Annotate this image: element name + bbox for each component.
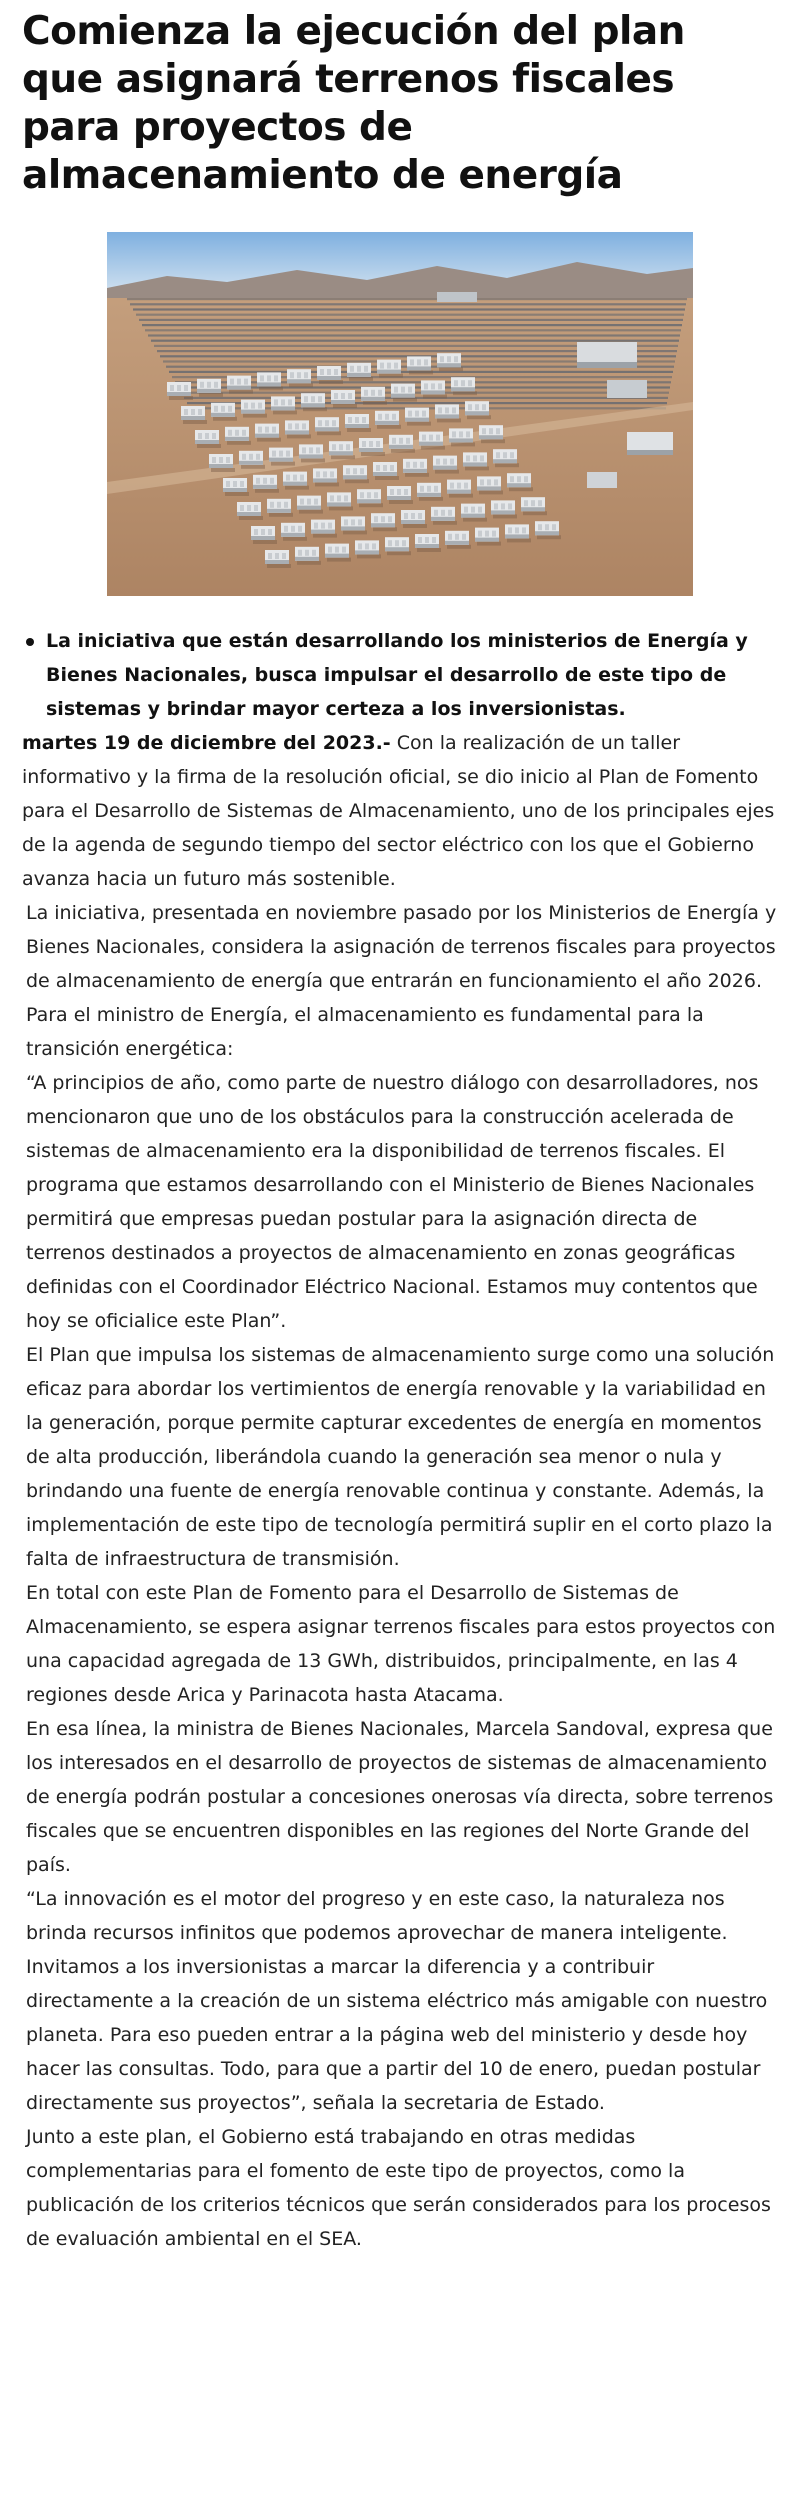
summary-bullets	[22, 624, 778, 726]
hero-image	[107, 232, 693, 596]
body-paragraph: La iniciativa, presentada en noviembre pasado por los Ministerios de Energía y Bienes Nacionales, considera la asignación de terrenos fiscales para proyectos de almacenamiento de energía que entrarán en funcionamiento el año 2026.	[26, 902, 777, 992]
body-paragraph: Junto a este plan, el Gobierno está trabajando en otras medidas complementarias para el fomento de este tipo de proyectos, como la publicación de los criterios técnicos que serán considerados para los procesos de evaluación ambiental en el SEA.	[26, 2126, 771, 2250]
summary-bullet: La iniciativa que están desarrollando los ministerios de Energía y Bienes Nacionales, busca impulsar el desarrollo de este tipo de sistemas y brindar mayor certeza a los inversionistas.	[46, 624, 778, 726]
lead-text: Con la realización de un taller informativo y la firma de la resolución oficial, se dio inicio al Plan de Fomento para el Desarrollo de Sistemas de Almacenamiento, uno de los principales ejes de la agenda de segundo tiempo del sector eléctrico con los que el Gobierno avanza hacia un futuro más sostenible.	[22, 732, 775, 890]
quote-paragraph: “A principios de año, como parte de nuestro diálogo con desarrolladores, nos mencionaron que uno de los obstáculos para la construcción acelerada de sistemas de almacenamiento era la disponibilidad de terrenos fiscales. El programa que estamos desarrollando con el Ministerio de Bienes Nacionales permitirá que empresas puedan postular para la asignación directa de terrenos destinados a proyectos de almacenamiento en zonas geográficas definidas con el Coordinador Eléctrico Nacional. Estamos muy contentos que hoy se oficialice este Plan”.	[26, 1072, 759, 1332]
body-paragraph: En esa línea, la ministra de Bienes Nacionales, Marcela Sandoval, expresa que los interesados en el desarrollo de proyectos de sistemas de almacenamiento de energía podrán postular a concesiones onerosas vía directa, sobre terrenos fiscales que se encuentren disponibles en las regiones del Norte Grande del país.	[26, 1718, 774, 1876]
dateline: martes 19 de diciembre del 2023.-	[22, 732, 391, 754]
body-paragraph: En total con este Plan de Fomento para el Desarrollo de Sistemas de Almacenamiento, se espera asignar terrenos fiscales para estos proyectos con una capacidad agregada de 13 GWh, distribuidos, principalmente, en las 4 regiones desde Arica y Parinacota hasta Atacama.	[26, 1582, 776, 1706]
photo-battery-storage-desert-icon	[107, 232, 693, 596]
quote-paragraph: “La innovación es el motor del progreso y en este caso, la naturaleza nos brinda recursos infinitos que podemos aprovechar de manera inteligente. Invitamos a los inversionistas a marcar la diferencia y a contribuir directamente a la creación de un sistema eléctrico más amigable con nuestro planeta. Para eso pueden entrar a la página web del ministerio y desde hoy hacer las consultas. Todo, para que a partir del 10 de enero, puedan postular directamente sus proyectos”, señala la secretaria de Estado.	[26, 1888, 768, 2114]
lead-paragraph	[22, 726, 778, 896]
body-paragraph: Para el ministro de Energía, el almacenamiento es fundamental para la transición energética:	[26, 1004, 704, 1060]
body-paragraph: El Plan que impulsa los sistemas de almacenamiento surge como una solución eficaz para abordar los vertimientos de energía renovable y la variabilidad en la generación, porque permite capturar excedentes de energía en momentos de alta producción, liberándola cuando la generación sea menor o nula y brindando una fuente de energía renovable continua y constante. Además, la implementación de este tipo de tecnología permitirá suplir en el corto plazo la falta de infraestructura de transmisión.	[26, 1344, 775, 1570]
article-title: Comienza la ejecución del plan que asignará terrenos fiscales para proyectos de almacenamiento de energía	[22, 9, 685, 198]
